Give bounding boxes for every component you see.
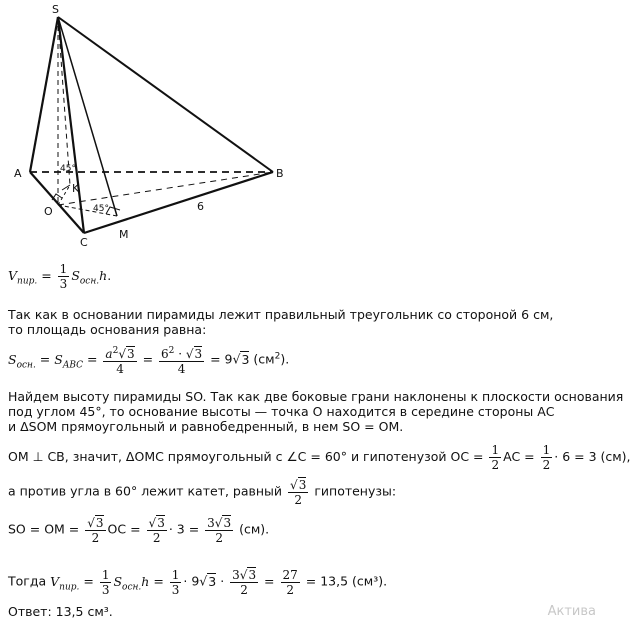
vertex-label-S: S — [52, 3, 59, 16]
line-final-volume: Тогда $V_{пир.}$ = $\frac{1}{3}$ $S_{осн.}h$ = $\frac{1}{3}$ · 9√3 · $\frac{3√3}{2}$ = $\frac{27}{2}$ = 13,5 (см³). — [8, 567, 388, 597]
pyramid-figure — [0, 0, 600, 250]
vertex-label-K: K — [72, 182, 80, 195]
paragraph-2-line-3: и ΔSOM прямоугольный и равнобедренный, в нем SO = OM. — [8, 419, 404, 434]
paragraph-1-line-1: Так как в основании пирамиды лежит правильный треугольник со стороной 6 см, — [8, 307, 554, 322]
paragraph-2-line-1: Найдем высоту пирамиды SO. Так как две боковые грани наклонены к плоскости основания — [8, 389, 624, 404]
edge-SM — [58, 17, 117, 216]
paragraph-2-line-2: под углом 45°, то основание высоты — точка О находится в середине стороны АС — [8, 404, 555, 419]
line-OK-hidden — [58, 185, 70, 205]
edge-SB — [58, 17, 273, 172]
line-OB-hidden — [58, 172, 273, 205]
paragraph-1-line-2: то площадь основания равна: — [8, 322, 207, 337]
formula-volume: $V_{пир.}$ = $\frac{1}{3}$ $S_{осн.}h$. — [8, 262, 112, 291]
angle-label-M: 45° — [93, 204, 109, 214]
activation-watermark: Актива — [547, 604, 596, 619]
line-leg-opposite-60: а против угла в 60° лежит катет, равный $\frac{√3}{2}$ гипотенузы: — [8, 478, 397, 507]
vertex-label-A: A — [14, 167, 22, 180]
answer-line: Ответ: 13,5 см³. — [8, 604, 113, 619]
vertex-label-M: M — [119, 228, 129, 241]
formula-area: $S_{осн.} = S_{ABC}$ = $\frac{a^2√3}{4}$ = $\frac{6^2 \cdot √3}{4}$ = 9√3 $(см^2)$. — [8, 346, 290, 376]
vertex-label-O: O — [44, 205, 53, 218]
vertex-label-B: B — [276, 167, 284, 180]
edge-SA — [30, 17, 58, 172]
line-so-equals-om: SO = OM = $\frac{√3}{2}$ OC = $\frac{√3}{2}$ · 3 = $\frac{3√3}{2}$ (см). — [8, 516, 270, 545]
vertex-label-C: C — [80, 236, 88, 249]
edge-SC — [58, 17, 84, 233]
side-label-CB: 6 — [197, 200, 204, 213]
line-om-perpendicular: OM ⊥ CB, значит, ΔOMC прямоугольный с ∠C = 60° и гипотенузой OC = $\frac{1}{2}$ AC = $\frac{1}{2}$ · 6 = 3 (см), — [8, 443, 631, 472]
angle-label-K: 45° — [60, 164, 76, 174]
